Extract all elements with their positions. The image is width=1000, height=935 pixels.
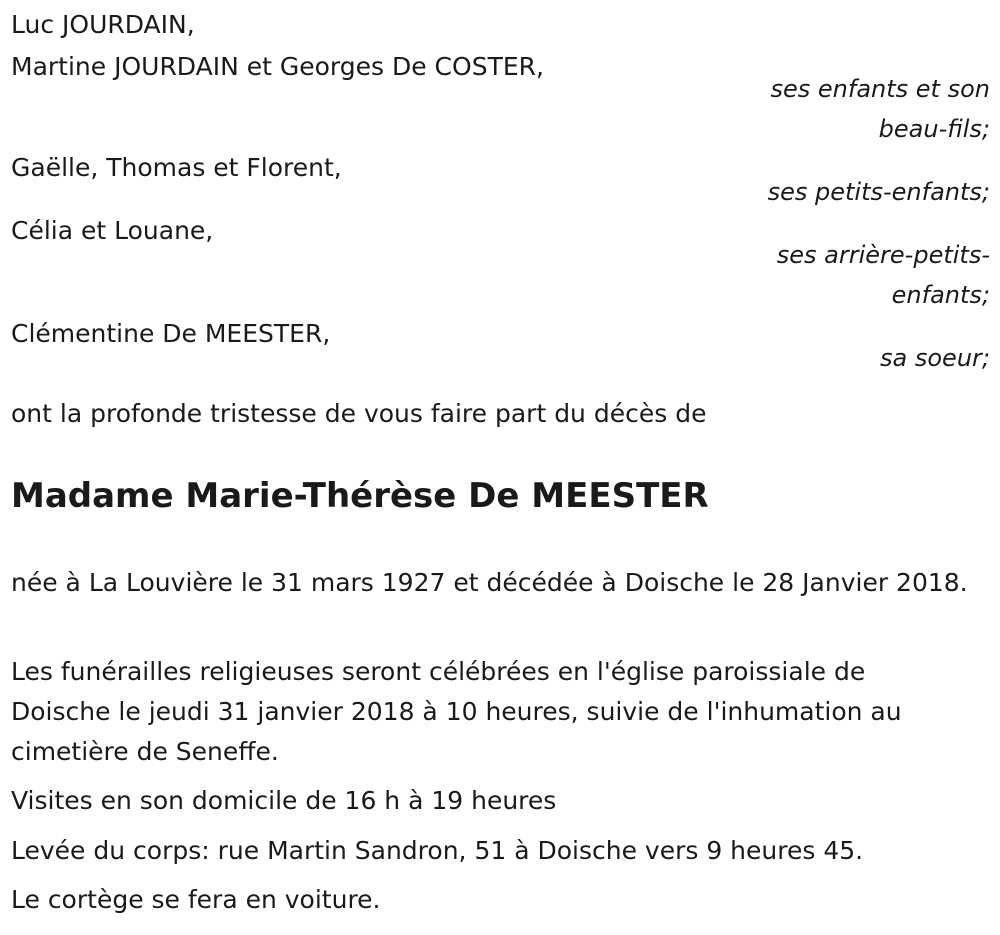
relation-arriere-petits-line2: enfants;	[891, 281, 990, 309]
relation-enfants-line1: ses enfants et son	[770, 75, 990, 103]
birth-death-paragraph: née à La Louvière le 31 mars 1927 et décédée à Doische le 28 Janvier 2018.	[11, 568, 968, 597]
visits-paragraph: Visites en son domicile de 16 h à 19 heures	[11, 786, 557, 815]
announcement-text: ont la profonde tristesse de vous faire part du décès de	[11, 399, 707, 428]
family-name-grandchildren: Gaëlle, Thomas et Florent,	[11, 153, 342, 182]
deceased-name: Madame Marie-Thérèse De MEESTER	[11, 476, 709, 516]
relation-petits-enfants: ses petits-enfants;	[767, 178, 990, 206]
family-name-luc: Luc JOURDAIN,	[11, 10, 195, 39]
funeral-paragraph: Les funérailles religieuses seront célébrées en l'église paroissiale de Doische le jeudi 31 janvier 2018 à 10 heures, suivie de l'inhumation au cimetière de Seneffe.	[11, 657, 902, 766]
family-name-great-grandchildren: Célia et Louane,	[11, 216, 214, 245]
relation-enfants-line2: beau-fils;	[878, 115, 990, 143]
relation-soeur: sa soeur;	[880, 344, 990, 372]
family-name-martine-georges: Martine JOURDAIN et Georges De COSTER,	[11, 52, 544, 81]
family-name-sister: Clémentine De MEESTER,	[11, 319, 331, 348]
cortege-paragraph: Le cortège se fera en voiture.	[11, 885, 381, 914]
levee-paragraph: Levée du corps: rue Martin Sandron, 51 à Doische vers 9 heures 45.	[11, 836, 864, 865]
relation-arriere-petits-line1: ses arrière-petits-	[776, 241, 990, 269]
